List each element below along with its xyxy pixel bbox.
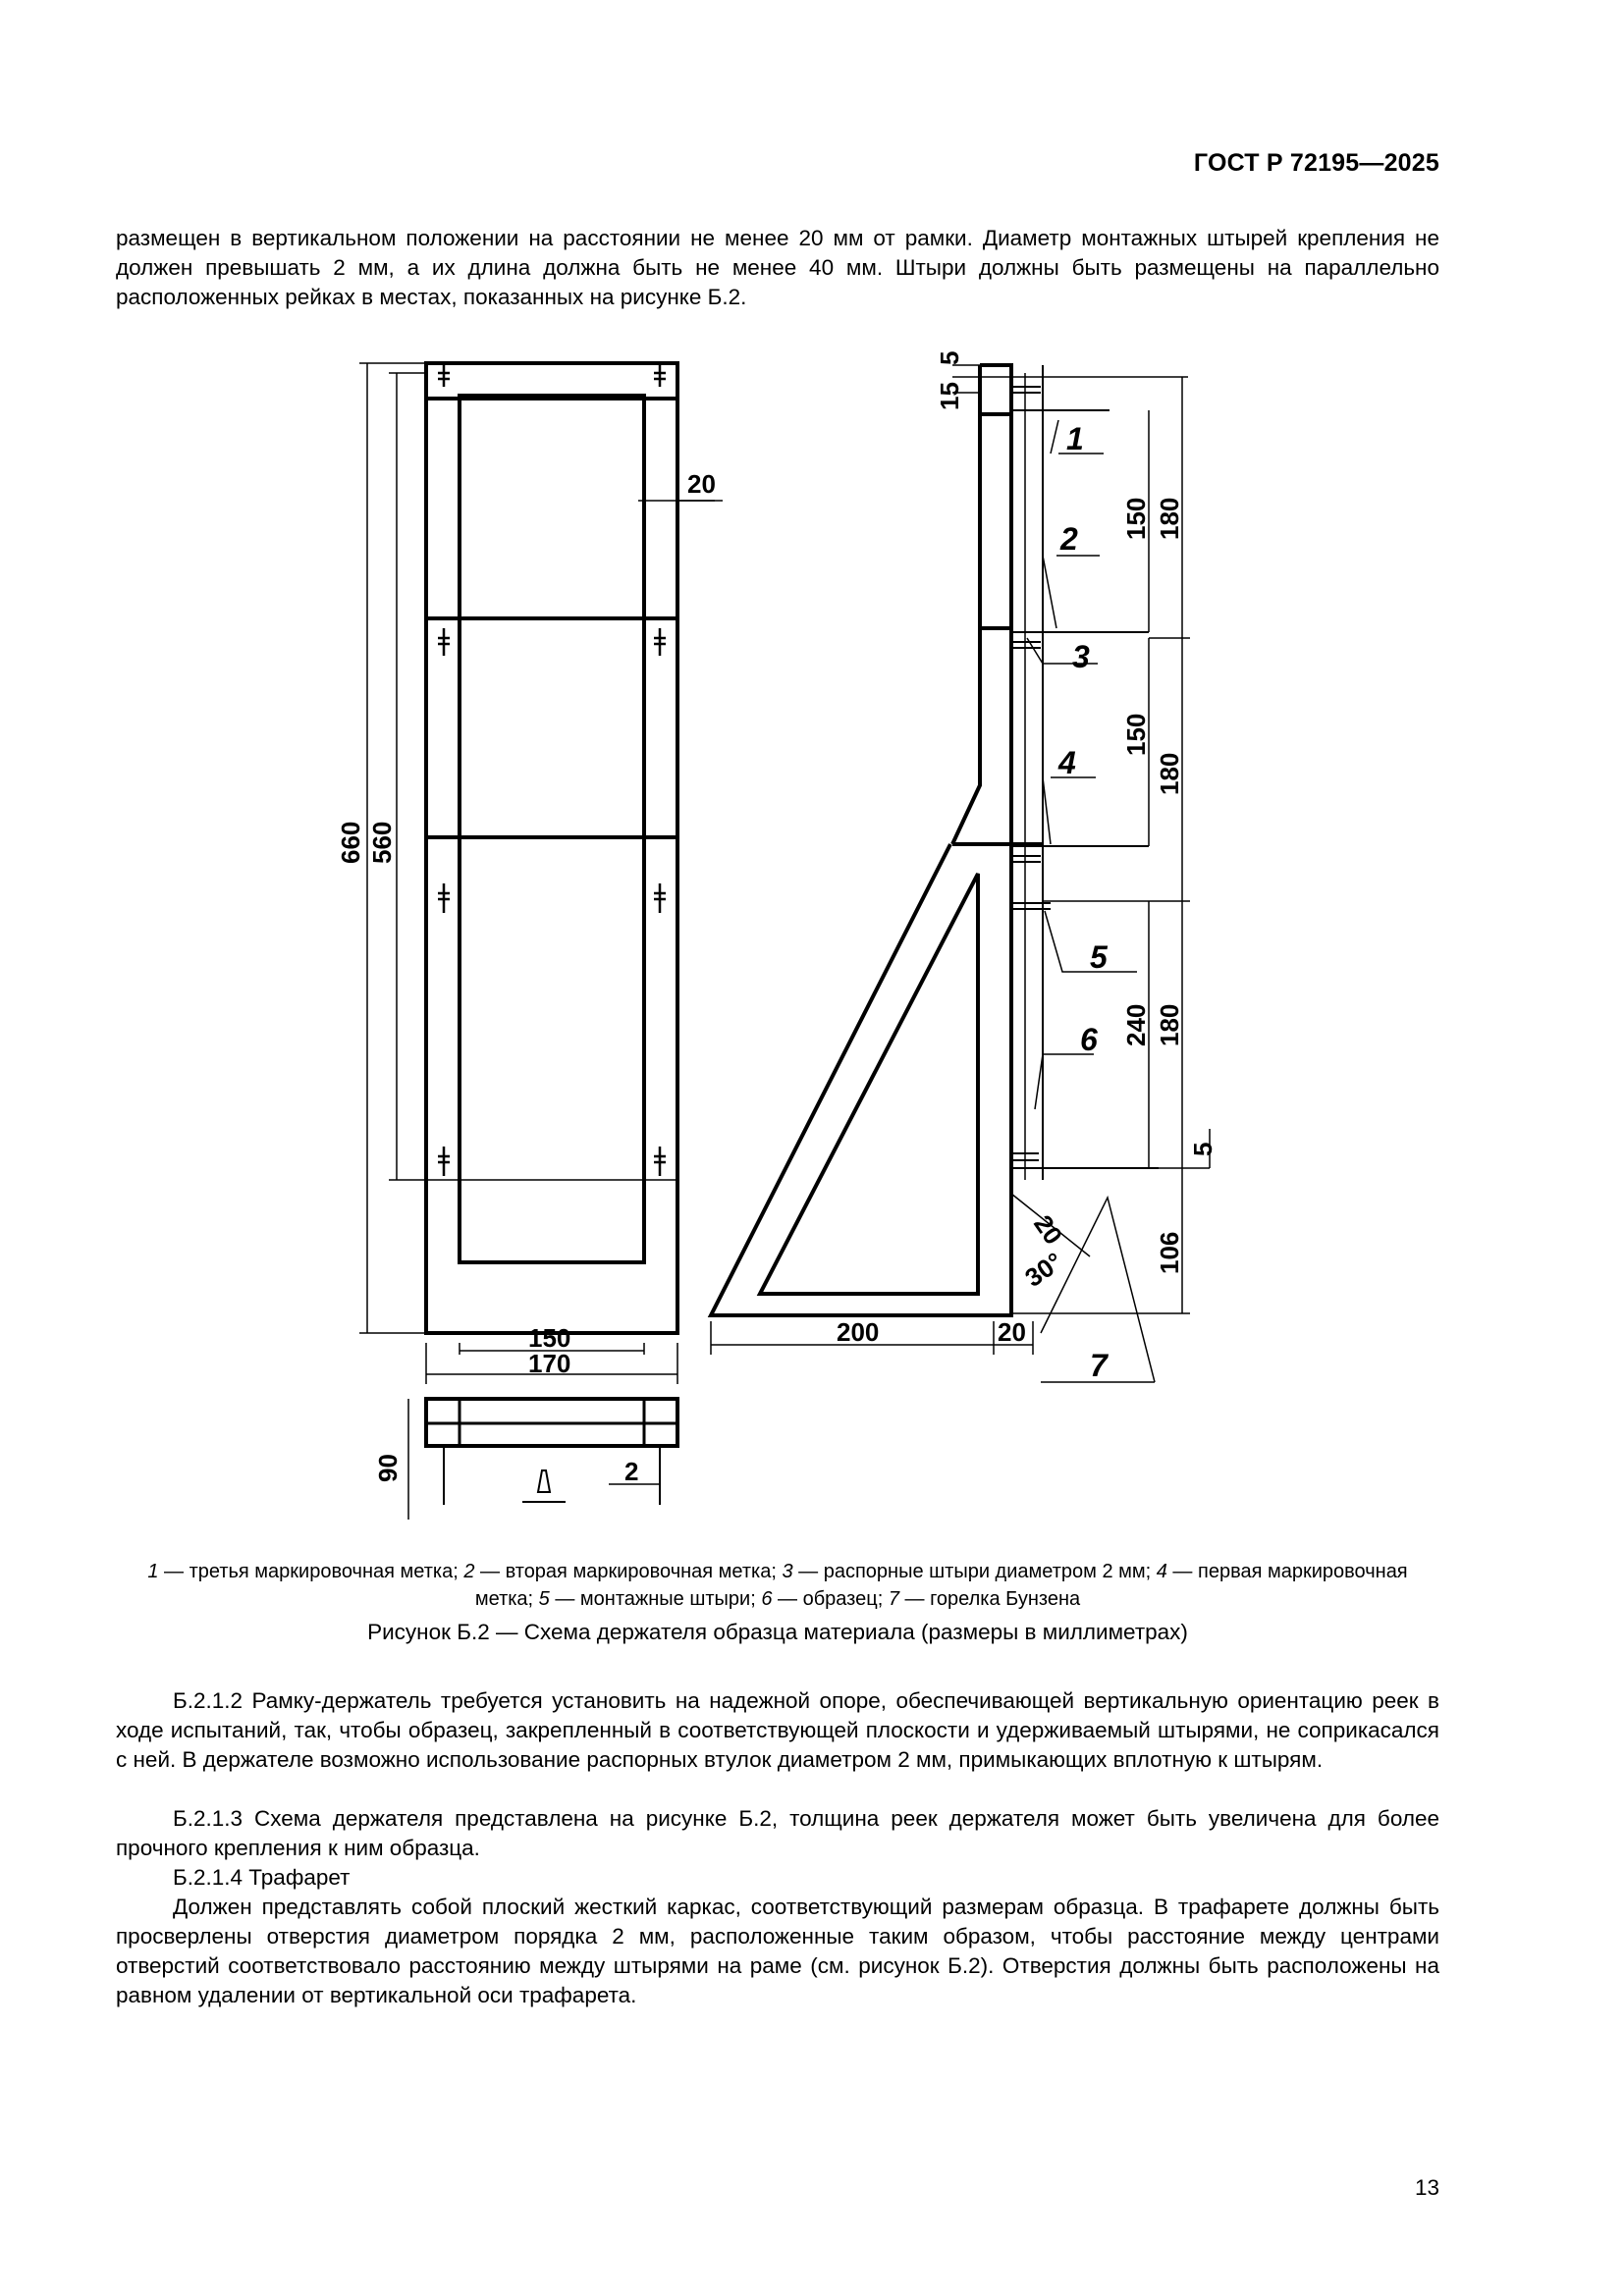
callout-1: 1 <box>1066 421 1084 456</box>
paragraph-b212: Б.2.1.2 Рамку-держатель требуется установить на надежной опоре, обеспечивающей вертикальную ориентацию реек в ходе испытаний, так, чтобы образец, закрепленный в соответствующей плоскости и удерживаемый штырями, не соприкасался с ней. В держателе возможно использование распорных втулок диаметром 2 мм, примыкающих вплотную к штырям. <box>116 1688 1439 1772</box>
legend-item: 3 — распорные штыри диаметром 2 мм; <box>782 1561 1157 1582</box>
dim-200: 200 <box>837 1317 880 1347</box>
upright-rail <box>980 365 1011 1315</box>
dim-150-front: 150 <box>528 1323 571 1353</box>
dim-150-b: 150 <box>1121 713 1151 756</box>
pin-marks <box>438 365 666 1176</box>
dim-5-top: 5 <box>935 350 964 365</box>
outer-frame <box>426 363 677 1333</box>
sample-opening <box>460 396 644 1262</box>
dim-240: 240 <box>1121 1003 1151 1046</box>
callout-5: 5 <box>1090 939 1108 975</box>
dim-20-bottom: 20 <box>998 1317 1026 1347</box>
dim-20-front: 20 <box>687 469 716 499</box>
dim-20-angle: 20 <box>1028 1209 1069 1251</box>
page-number: 13 <box>1414 2175 1439 2200</box>
callout-6: 6 <box>1080 1022 1098 1057</box>
dim-5-mid: 5 <box>1188 1142 1218 1156</box>
dim-2-plan: 2 <box>624 1457 639 1486</box>
dim-560: 560 <box>367 821 397 864</box>
legend-item: 2 — вторая маркировочная метка; <box>463 1561 783 1582</box>
support-triangle-inner <box>760 874 978 1294</box>
dim-90: 90 <box>373 1454 403 1482</box>
legend-item: 5 — монтажные штыри; <box>538 1588 762 1610</box>
legend-item: 6 — образец; <box>761 1588 889 1610</box>
callout-3: 3 <box>1072 639 1090 674</box>
callout-4: 4 <box>1058 745 1076 780</box>
support-triangle-outer <box>711 844 1011 1315</box>
standard-code: ГОСТ Р 72195—2025 <box>1193 149 1439 177</box>
paragraph-b214-body: Должен представлять собой плоский жесткий каркас, соответствующий размерам образца. В трафарете должны быть просверлены отверстия диаметром порядка 2 мм, расположенные таким образом, чтобы расстояние между центрами отверстий соответствовало расстоянию между штырями на раме (см. рисунок Б.2). Отверстия должны быть расположены на равном удалении от вертикальной оси трафарета. <box>116 1895 1439 2007</box>
paragraph-b213: Б.2.1.3 Схема держателя представлена на рисунке Б.2, толщина реек держателя может быть увеличена для более прочного крепления к ним образца. <box>116 1806 1439 1860</box>
intro-paragraph: размещен в вертикальном положении на расстоянии не менее 20 мм от рамки. Диаметр монтажных штырей крепления не должен превышать 2 мм, а их длина должна быть не менее 40 мм. Штыри должны быть размещены на параллельно расположенных рейках в местах, показанных на рисунке Б.2. <box>116 226 1439 309</box>
figure-legend <box>116 1558 1439 1613</box>
dim-15: 15 <box>935 382 964 410</box>
heading-b214: Б.2.1.4 Трафарет <box>173 1865 351 1890</box>
dim-170: 170 <box>528 1349 571 1378</box>
dim-660: 660 <box>336 821 365 864</box>
legend-item: 4 — первая маркировочная метка; <box>474 1561 1408 1610</box>
figure-caption: Рисунок Б.2 — Схема держателя образца материала (размеры в миллиметрах) <box>367 1620 1188 1644</box>
dim-106: 106 <box>1155 1231 1184 1274</box>
callout-2: 2 <box>1060 521 1078 557</box>
callout-7: 7 <box>1090 1348 1108 1383</box>
legend-item: 1 — третья маркировочная метка; <box>147 1561 464 1582</box>
dim-lines-front <box>359 363 677 1384</box>
dim-150-a: 150 <box>1121 497 1151 540</box>
dim-180-b: 180 <box>1155 752 1184 795</box>
legend-item: 7 — горелка Бунзена <box>888 1588 1081 1610</box>
dim-180-c: 180 <box>1155 1003 1184 1046</box>
dim-30-deg: 30° <box>1019 1246 1068 1293</box>
dim-180-a: 180 <box>1155 497 1184 540</box>
